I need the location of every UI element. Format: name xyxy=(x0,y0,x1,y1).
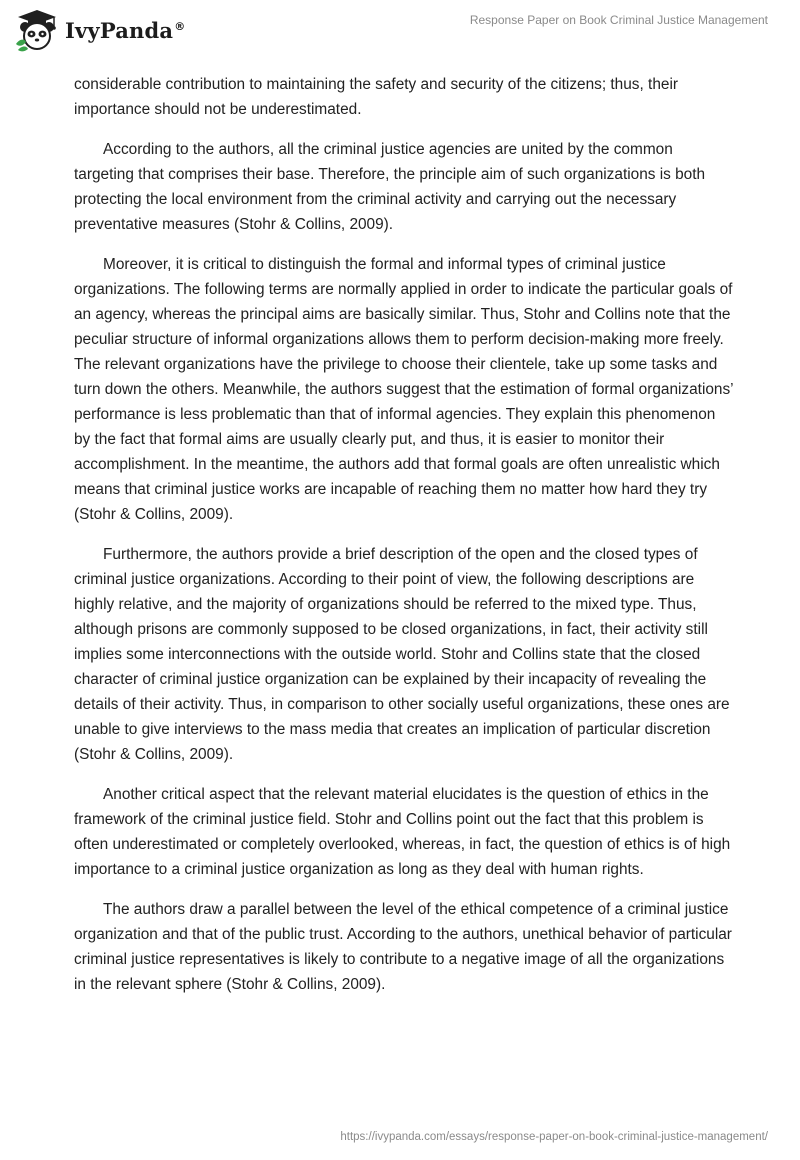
paragraph: Furthermore, the authors provide a brief description of the open and the closed types of criminal justice organizations. According to their point of view, the following descriptions are highly relative, and the majority of organizations should be referred to the mixed type. Thus, although prisons are commonly supposed to be closed organizations, in fact, their activity still implies some interconnections with the outside world. Stohr and Collins state that the closed character of criminal justice organization can be explained by their incapacity of revealing the details of their activity. Thus, in comparison to other socially useful organizations, these ones are unable to give interviews to the mass media that creates an implication of particular discretion (Stohr & Collins, 2009). xyxy=(74,546,730,763)
panda-graduate-icon xyxy=(14,8,60,52)
ivypanda-logo[interactable] xyxy=(14,8,185,52)
paragraph: According to the authors, all the criminal justice agencies are united by the common targeting that comprises their base. Therefore, the principle aim of such organizations is both protecting the local environment from the criminal activity and carrying out the necessary preventative measures (Stohr & Collins, 2009). xyxy=(74,141,706,233)
brand-name: IvyPanda® xyxy=(65,17,186,43)
paragraph: Moreover, it is critical to distinguish the formal and informal types of criminal justice organizations. The following terms are normally applied in order to indicate the particular goals of an agency, whereas the principal aims are basically similar. Thus, Stohr and Collins note that the peculiar structure of informal organizations allows them to perform decision-making more freely. The relevant organizations have the privilege to choose their clientele, take up some tasks and turn down the others. Meanwhile, the authors suggest that the estimation of formal organizations’ performance is less problematic than that of informal agencies. They explain this phenomenon by the fact that formal aims are usually clearly put, and thus, it is easier to monitor their accomplishment. In the meantime, the authors add that formal goals are often unrealistic which means that criminal justice works are incapable of reaching them no matter how hard they try (Stohr & Collins, 2009). xyxy=(74,256,734,523)
document-title: Response Paper on Book Criminal Justice Management xyxy=(469,13,768,27)
essay-body xyxy=(74,72,734,1012)
paragraph: The authors draw a parallel between the level of the ethical competence of a criminal justice organization and that of the public trust. According to the authors, unethical behavior of particular criminal justice representatives is likely to contribute to a negative image of all the organizations in the relevant sphere (Stohr & Collins, 2009). xyxy=(74,901,732,993)
source-url[interactable]: https://ivypanda.com/essays/response-paper-on-book-criminal-justice-management/ xyxy=(340,1131,768,1143)
page-header xyxy=(0,0,800,60)
registered-mark: ® xyxy=(174,19,186,33)
paragraph-continued: considerable contribution to maintaining the safety and security of the citizens; thus, their importance should not be underestimated. xyxy=(74,76,678,118)
paragraph: Another critical aspect that the relevant material elucidates is the question of ethics in the framework of the criminal justice field. Stohr and Collins point out the fact that this problem is often underestimated or completely overlooked, whereas, in fact, the question of ethics is of high importance to a criminal justice organization as long as they deal with human rights. xyxy=(74,786,731,878)
